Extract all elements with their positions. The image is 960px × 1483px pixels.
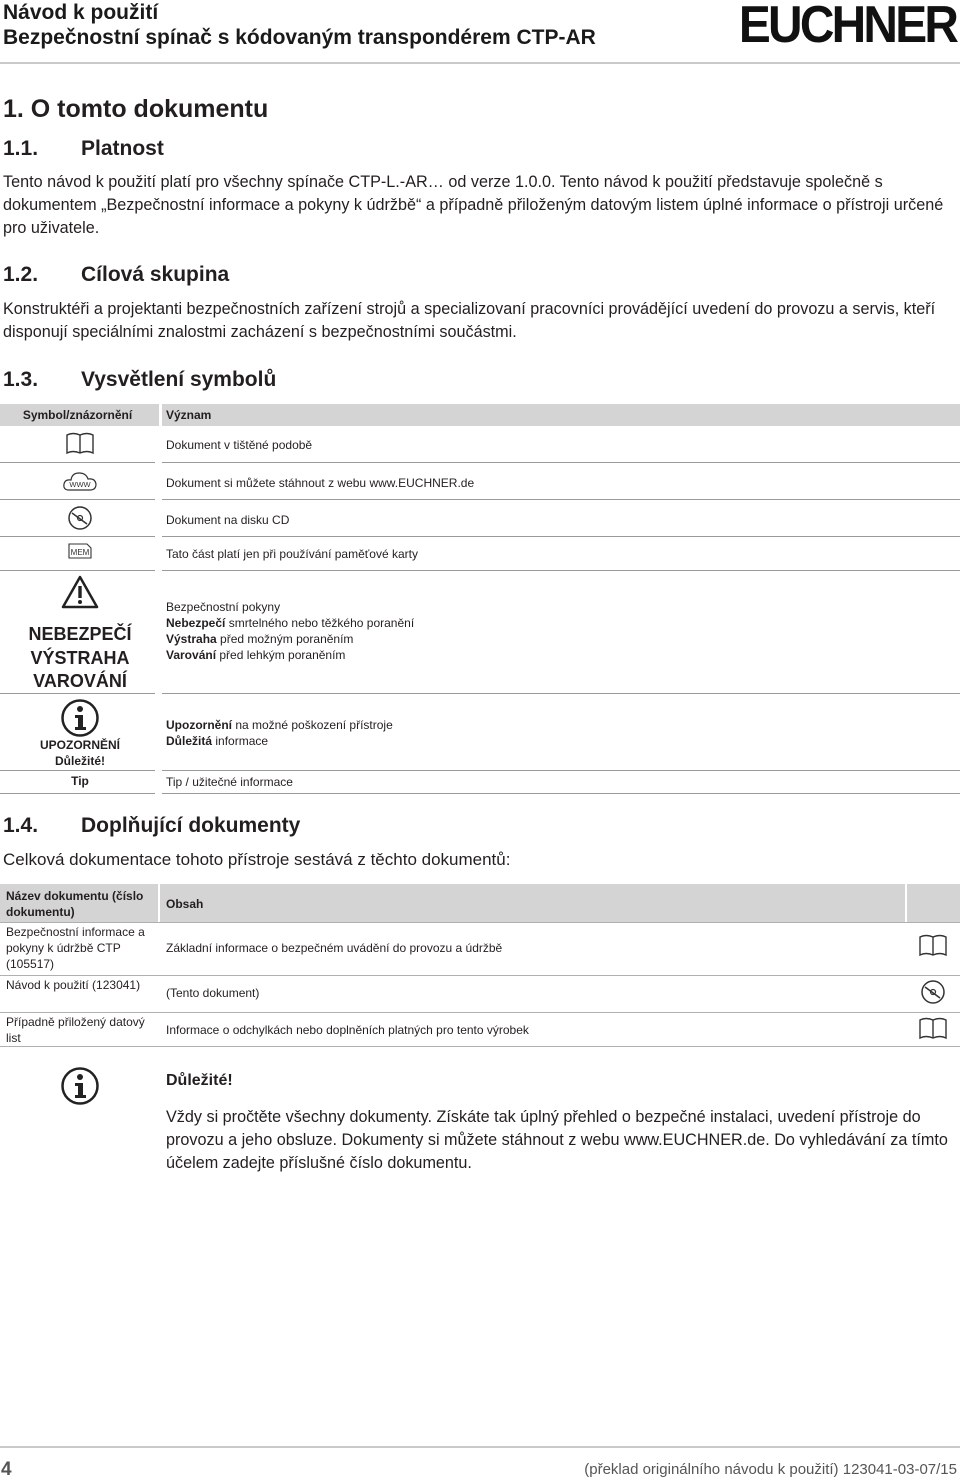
subsection-title: Platnost (81, 137, 164, 160)
column-header-content: Obsah (166, 897, 204, 911)
row-divider (0, 1046, 960, 1047)
subsection-heading-1-4 (3, 813, 300, 839)
tip-label: Tip (71, 774, 89, 788)
subsection-number: 1.2. (3, 263, 39, 286)
info-icon (60, 1066, 100, 1111)
row-divider (0, 462, 155, 463)
tip-meaning: Tip / užitečné informace (166, 775, 293, 789)
important-note-text: Vždy si pročtěte všechny dokumenty. Získáte tak úplný přehled o bezpečné instalaci, uvedení přístroje do provozu a jeho obsluze. Dokumenty si můžete stáhnout z webu www.EUCHNER.de. Do vyhledávání za tímto účelem zadejte příslušné číslo dokumentu. (166, 1108, 948, 1172)
section-heading: 1. O tomto dokumentu (3, 95, 269, 123)
row-divider (0, 1012, 960, 1013)
column-header-meaning: Význam (166, 408, 212, 422)
subsection-number: 1.4. (3, 814, 39, 837)
warning-line-4 (166, 647, 414, 663)
warning-row (0, 574, 960, 694)
subsection-number: 1.1. (3, 137, 39, 160)
symbol-meaning: Dokument na disku CD (166, 513, 290, 527)
notice-line-1-bold: Upozornění (166, 718, 232, 732)
caution-label: VAROVÁNÍ (33, 671, 127, 691)
svg-text:WWW: WWW (69, 480, 91, 489)
row-divider (162, 462, 960, 463)
row-divider (0, 693, 155, 694)
header-divider (0, 62, 960, 64)
row-divider (162, 793, 960, 794)
symbol-meaning: Dokument si můžete stáhnout z webu www.EUCHNER.de (166, 476, 475, 490)
document-title-line2: Bezpečnostní spínač s kódovaným transpondérem CTP-AR (3, 26, 596, 49)
warning-line-3-text: před možným poraněním (216, 632, 354, 646)
svg-text:MEM: MEM (70, 548, 90, 557)
subsection-heading-1-3 (3, 367, 276, 393)
mem-card-icon (0, 543, 160, 559)
warning-label: VÝSTRAHA (30, 648, 130, 668)
column-header-document-name: Název dokumentu (číslo dokumentu) (6, 889, 144, 919)
notice-line-1 (166, 717, 393, 733)
warning-line-2 (166, 615, 414, 631)
warning-line-3 (166, 631, 414, 647)
symbols-table-header (0, 404, 960, 426)
row-divider (0, 975, 960, 976)
row-divider (162, 536, 960, 537)
book-icon (918, 934, 948, 963)
warning-meaning (166, 599, 414, 663)
subsection-heading-1-1 (3, 136, 164, 162)
row-divider (0, 922, 960, 923)
notice-row (0, 698, 960, 770)
row-divider (162, 499, 960, 500)
symbol-meaning: Tato část platí jen při používání paměťové karty (166, 547, 418, 561)
row-divider (0, 793, 155, 794)
footer-divider (0, 1446, 960, 1448)
subsection-title: Cílová skupina (81, 263, 230, 286)
documents-intro: Celková dokumentace tohoto přístroje sestává z těchto dokumentů: (3, 850, 511, 869)
www-cloud-icon (0, 470, 160, 492)
symbol-meaning: Dokument v tištěné podobě (166, 438, 313, 452)
notice-meaning (166, 717, 393, 749)
warning-line-1: Bezpečnostní pokyny (166, 600, 281, 614)
document-content: Základní informace o bezpečném uvádění do provozu a údržbě (166, 941, 503, 955)
row-divider (0, 536, 155, 537)
document-content: (Tento dokument) (166, 986, 260, 1000)
subsection-heading-1-2 (3, 262, 229, 288)
notice-line-1-text: na možné poškození přístroje (232, 718, 393, 732)
document-title (3, 0, 596, 50)
row-divider (0, 770, 155, 771)
header-separator (158, 884, 160, 922)
target-group-paragraph: Konstruktéři a projektanti bezpečnostních zařízení strojů a specializovaní pracovníci provádějící uvedení do provozu a servis, kteří disponují speciálními znalostmi zacházení s bezpečnostními součástmi. (3, 300, 936, 341)
book-icon (918, 1017, 948, 1046)
warning-line-2-text: smrtelného nebo těžkého poranění (225, 616, 415, 630)
validity-paragraph: Tento návod k použití platí pro všechny spínače CTP-L.-AR… od verze 1.0.0. Tento návod k použití představuje společně s dokumentem „Bezpečnostní informace a pokyny k údržbě“ a případně přiloženým datovým listem úplné informace o přístroji určené pro uživatele. (3, 173, 944, 237)
notice-label: UPOZORNĚNÍ (39, 738, 120, 752)
symbols-table (0, 404, 960, 426)
row-divider (162, 570, 960, 571)
important-note-title: Důležité! (166, 1072, 233, 1089)
row-divider (162, 770, 960, 771)
important-label: Důležité! (54, 754, 105, 768)
row-divider (162, 693, 960, 694)
notice-line-2-bold: Důležitá (166, 734, 213, 748)
footer-document-id: (překlad originálního návodu k použití) 123041-03-07/15 (584, 1461, 957, 1478)
document-name: Bezpečnostní informace a pokyny k údržbě CTP (105517) (6, 925, 145, 971)
warning-line-2-bold: Nebezpečí (166, 616, 226, 630)
notice-line-2-text: informace (212, 734, 269, 748)
document-content: Informace o odchylkách nebo doplněních platných pro tento výrobek (166, 1023, 529, 1037)
row-divider (0, 570, 155, 571)
cd-icon (920, 979, 946, 1010)
document-name: Návod k použití (123041) (6, 978, 141, 992)
header-separator (905, 884, 907, 922)
warning-triangle-icon (0, 574, 160, 610)
page-number: 4 (1, 1459, 12, 1480)
subsection-title: Vysvětlení symbolů (81, 368, 277, 391)
document-title-line1: Návod k použití (3, 1, 159, 24)
subsection-title: Doplňující dokumenty (81, 814, 301, 837)
documents-table (0, 884, 960, 1048)
euchner-logo: EUCHNER (738, 0, 956, 54)
cd-icon (0, 505, 160, 531)
warning-line-4-bold: Varování (166, 648, 217, 662)
danger-label: NEBEZPEČÍ (28, 624, 132, 644)
warning-line-4-text: před lehkým poraněním (216, 648, 346, 662)
column-header-symbol: Symbol/znázornění (22, 408, 133, 422)
subsection-number: 1.3. (3, 368, 39, 391)
row-divider (0, 499, 155, 500)
document-name: Případně přiložený datový list (6, 1015, 145, 1045)
book-icon (0, 432, 160, 456)
info-icon (0, 698, 160, 738)
header-separator (159, 404, 162, 426)
warning-line-3-bold: Výstraha (166, 632, 217, 646)
notice-line-2 (166, 733, 393, 749)
